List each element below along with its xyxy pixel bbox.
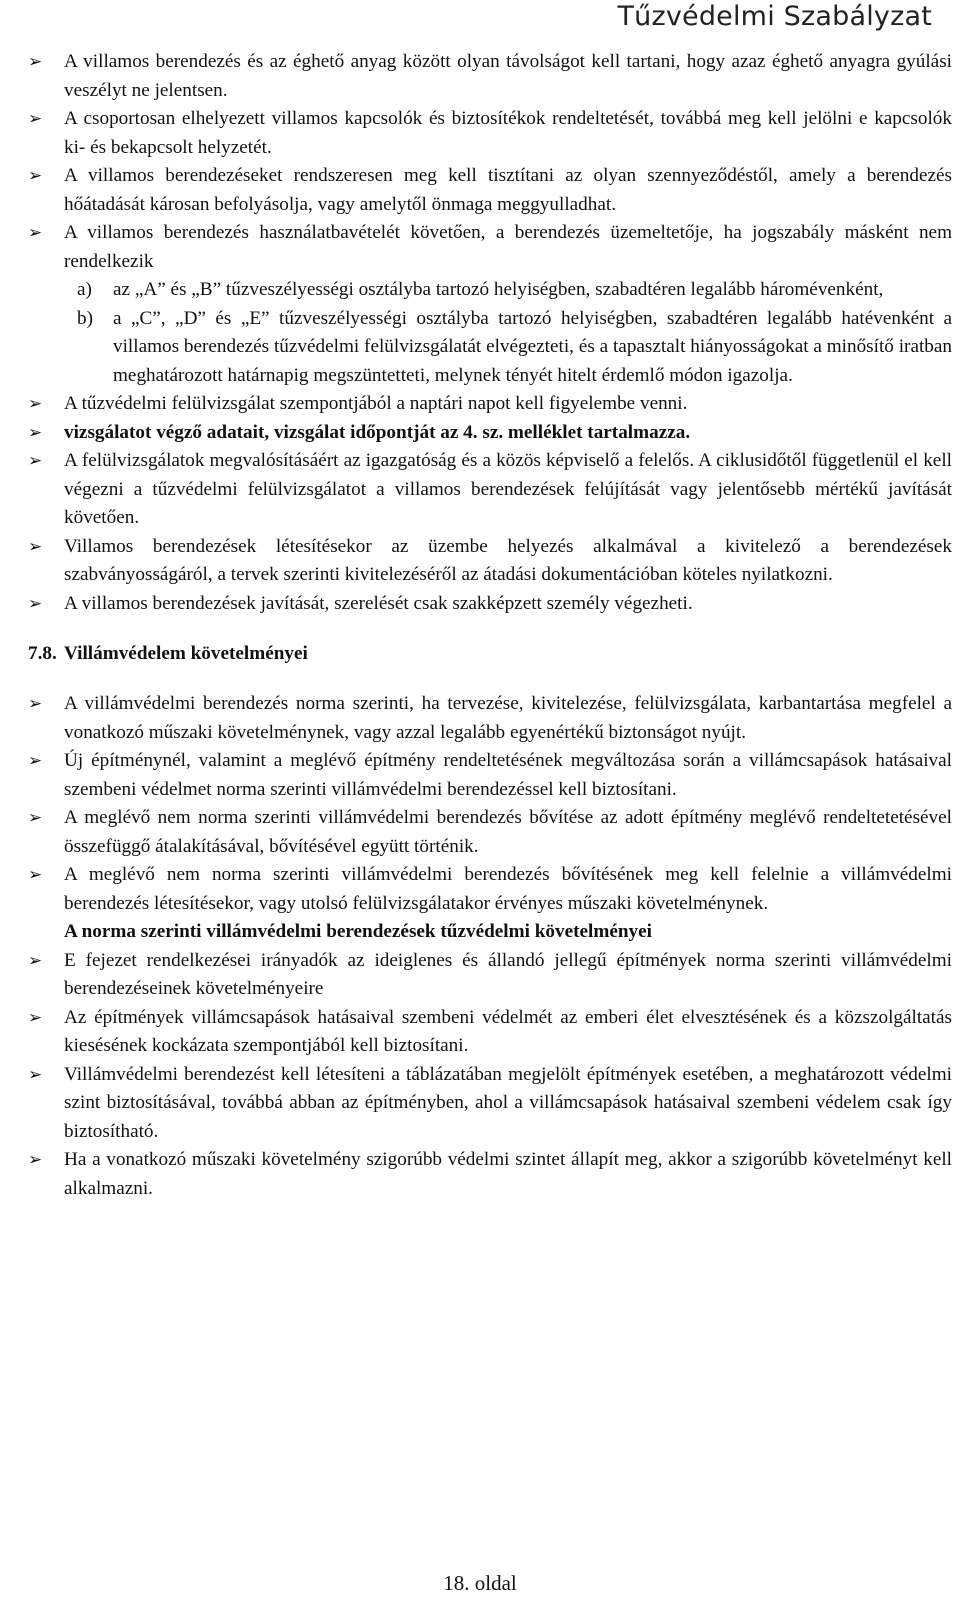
bullet-list-inspection (28, 390, 952, 618)
arrow-bullet-icon: ➢ (28, 52, 43, 72)
bullet-list-electrical (28, 48, 952, 276)
bullet-item (28, 690, 952, 747)
arrow-bullet-icon: ➢ (28, 166, 43, 186)
bullet-text: vizsgálatot végző adatait, vizsgálat időpontját az 4. sz. melléklet tartalmazza. (64, 421, 691, 443)
arrow-bullet-icon: ➢ (28, 1150, 43, 1170)
bullet-item (28, 533, 952, 590)
subsection-heading: A norma szerinti villámvédelmi berendezések tűzvédelmi követelményei (64, 921, 652, 942)
sub-list-text: az „A” és „B” tűzveszélyességi osztályba tartozó helyiségben, szabadtéren legalább háromévenként, (113, 279, 884, 300)
bullet-text: Az építmények villámcsapások hatásaival szembeni védelmét az emberi élet elvesztésének és a közszolgáltatás kiesésének kockázata szempontjából kell biztosítani. (64, 1006, 952, 1056)
bullet-item (28, 947, 952, 1004)
arrow-bullet-icon: ➢ (28, 950, 43, 971)
bullet-item (28, 747, 952, 804)
sub-list-label: a) (77, 279, 92, 300)
bullet-item (28, 419, 952, 448)
arrow-bullet-icon: ➢ (28, 808, 43, 828)
sub-list-inspection-intervals (28, 276, 952, 390)
bullet-text: A villamos berendezés használatbavételét követően, a berendezés üzemeltetője, ha jogszabály másként nem rendelkezik (64, 222, 952, 272)
sub-list-label: b) (77, 307, 93, 329)
arrow-bullet-icon: ➢ (28, 394, 43, 414)
bullet-item (28, 590, 952, 619)
bullet-item (28, 162, 952, 219)
arrow-bullet-icon: ➢ (28, 1064, 43, 1085)
document-body (28, 48, 952, 1203)
bullet-item (28, 447, 952, 533)
arrow-bullet-icon: ➢ (28, 109, 43, 129)
bullet-item (28, 390, 952, 419)
sub-list-item (28, 276, 952, 305)
page-number: 18. oldal (443, 1571, 517, 1595)
sub-list-text: a „C”, „D” és „E” tűzveszélyességi osztályba tartozó helyiségben, szabadtéren legalább hatévenként a villamos berendezés tűzvédelmi felülvizsgálatát elvégezteti, és a tapasztalt hiányosságokat a minősítő iratban meghatározott határnapig megszüntetteti, melynek tényét hitelt érdemlő módon igazolja. (113, 307, 952, 386)
bullet-text: Új építménynél, valamint a meglévő építmény rendeltetésének megváltozása során a villámcsapások hatásaival szembeni védelmet norma szerinti villámvédelmi berendezéssel kell biztosítani. (64, 750, 952, 800)
bullet-text: A tűzvédelmi felülvizsgálat szempontjából a naptári napot kell figyelembe venni. (64, 393, 688, 414)
bullet-text: A felülvizsgálatok megvalósításáért az igazgatóság és a közös képviselő a felelős. A ciklusidőtől függetlenül el kell végezni a tűzvédelmi felülvizsgálatot a villamos berendezések felújítását vagy jelentősebb mértékű javítását követően. (64, 450, 952, 528)
bullet-item (28, 861, 952, 918)
bullet-text: Villámvédelmi berendezést kell létesíteni a táblázatában megjelölt építmények esetében, a meghatározott védelmi szint biztosításával, továbbá abban az építményben, ahol a villámcsapások hatásaival szembeni védelem csak így biztosítható. (64, 1063, 952, 1142)
arrow-bullet-icon: ➢ (28, 865, 43, 885)
bullet-text: A meglévő nem norma szerinti villámvédelmi berendezés bővítésének meg kell felelnie a villámvédelmi berendezés létesítésekor, vagy utolsó felülvizsgálatakor érvényes műszaki követelménynek. (64, 864, 952, 914)
bullet-text: E fejezet rendelkezései irányadók az ideiglenes és állandó jellegű építmények norma szerinti villámvédelmi berendezéseinek követelményeire (64, 949, 952, 999)
bullet-item (28, 48, 952, 105)
arrow-bullet-icon: ➢ (28, 593, 43, 614)
bullet-text: A csoportosan elhelyezett villamos kapcsolók és biztosítékok rendeltetését, továbbá meg kell jelölni e kapcsolók ki- és bekapcsolt helyzetét. (64, 108, 952, 158)
bullet-text: A villámvédelmi berendezés norma szerinti, ha tervezése, kivitelezése, felülvizsgálata, karbantartása megfelel a vonatkozó műszaki követelménynek, vagy azzal legalább egyenértékű biztonságot nyújt. (64, 693, 952, 743)
bullet-item (28, 1061, 952, 1147)
bullet-item (28, 804, 952, 861)
arrow-bullet-icon: ➢ (28, 1007, 43, 1028)
bullet-item (28, 105, 952, 162)
arrow-bullet-icon: ➢ (28, 694, 43, 714)
section-number: 7.8. (28, 643, 57, 664)
bullet-item (28, 1004, 952, 1061)
arrow-bullet-icon: ➢ (28, 451, 43, 471)
section-title: Villámvédelem követelményei (64, 643, 308, 664)
bullet-list-lightning-requirements (28, 947, 952, 1204)
arrow-bullet-icon: ➢ (28, 422, 43, 443)
section-heading (28, 640, 952, 668)
arrow-bullet-icon: ➢ (28, 751, 43, 771)
page-header-title: Tűzvédelmi Szabályzat (617, 1, 932, 32)
bullet-text: A villamos berendezések javítását, szerelését csak szakképzett személy végezheti. (64, 592, 693, 614)
bullet-text: A villamos berendezés és az éghető anyag között olyan távolságot kell tartani, hogy azaz éghető anyagra gyúlási veszélyt ne jelentsen. (64, 51, 952, 101)
arrow-bullet-icon: ➢ (28, 223, 43, 243)
sub-list-item (28, 305, 952, 391)
bullet-text: Villamos berendezések létesítésekor az üzembe helyezés alkalmával a kivitelező a berendezések szabványosságáról, a tervek szerinti kivitelezéséről az átadási dokumentációban köteles nyilatkozni. (64, 535, 952, 585)
bullet-text: A meglévő nem norma szerinti villámvédelmi berendezés bővítése az adott építmény meglévő rendeltetetésével összefüggő átalakításával, bővítésével együtt történik. (64, 807, 952, 857)
bullet-text: Ha a vonatkozó műszaki követelmény szigorúbb védelmi szintet állapít meg, akkor a szigorúbb követelményt kell alkalmazni. (64, 1149, 952, 1199)
bullet-item (28, 219, 952, 276)
bullet-item (28, 1146, 952, 1203)
bullet-text: A villamos berendezéseket rendszeresen meg kell tisztítani az olyan szennyeződéstől, amely a berendezés hőátadását károsan befolyásolja, vagy amelytől önmaga meggyulladhat. (64, 165, 952, 215)
bullet-list-lightning (28, 690, 952, 918)
arrow-bullet-icon: ➢ (28, 536, 43, 557)
